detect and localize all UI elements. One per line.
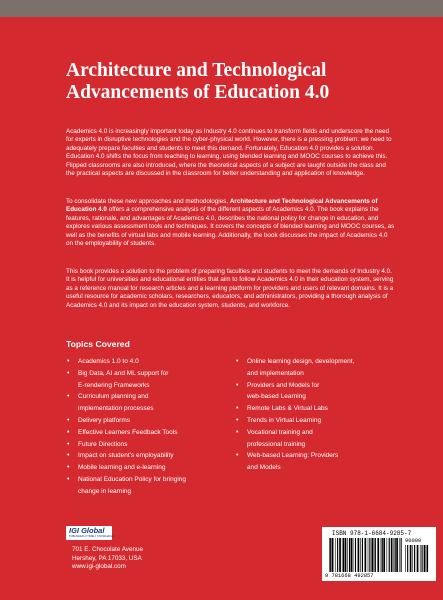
topic-text: web-based Learning [247, 393, 306, 401]
barcode-bar [383, 538, 385, 572]
bullet-icon: • [67, 440, 70, 448]
topic-text: Delivery platforms [78, 416, 131, 424]
barcode-bar [342, 538, 343, 572]
topic-text: Academics 1.0 to 4.0 [78, 358, 139, 365]
barcode-bar [422, 545, 423, 572]
barcode-bar [427, 545, 428, 572]
barcode-bar [351, 538, 353, 572]
isbn-barcode [322, 527, 436, 581]
topic-item [66, 427, 226, 439]
topic-text: National Education Policy for bringing [78, 475, 187, 483]
barcode-bar [347, 538, 348, 572]
paragraph-2-rest: offers a comprehensive analysis of the different aspects of Academics 4.0. The book explains the features, rationale, and advantages of Academics 4.0, describes the national policy for change in education, and explores various assessment tools and techniques. It covers the concepts of blended learning and MOOC courses, as well as the benefits of virtual labs and mobile learning. Additionally, the book discusses the impact of Academics 4.0 on the employability of students. [66, 206, 395, 248]
barcode-bar [329, 538, 330, 572]
logo-wordmark: IGI Global [69, 526, 105, 535]
topic-item [235, 450, 405, 474]
barcode-bar [330, 538, 331, 572]
barcode-bar [426, 545, 427, 572]
bullet-icon: • [236, 428, 239, 436]
bullet-icon: • [236, 416, 239, 424]
barcode-bar [389, 538, 390, 572]
barcode-bar [424, 545, 426, 572]
bullet-icon: • [236, 452, 239, 460]
topic-text: Impact on student's employability [78, 452, 174, 460]
paragraph-2-intro: To consolidate these new approaches and methodologies, [66, 198, 230, 205]
barcode-bar [417, 545, 419, 572]
barcode-bar [410, 545, 412, 572]
barcode-bar [337, 538, 338, 572]
topic-text: Mobile learning and e-learning [78, 464, 166, 472]
barcode-bar [394, 538, 395, 572]
topic-text: change in learning [78, 487, 132, 495]
barcode-bar [381, 538, 382, 572]
barcode-bar [374, 538, 375, 572]
topic-item [66, 415, 226, 427]
topic-text: Remote Labs & Virtual Labs [247, 405, 328, 413]
address-street: 701 E. Chocolate Avenue [72, 546, 143, 553]
price-code: 90000 [405, 538, 422, 544]
topic-text: Vocational training and [247, 428, 313, 436]
bullet-icon: • [236, 405, 239, 413]
barcode-number: 9 781668 492857 [325, 573, 374, 579]
top-band [0, 0, 443, 17]
barcode-bar [396, 538, 398, 572]
barcode-bar [391, 538, 393, 572]
barcode-bar [362, 538, 363, 572]
description-paragraph-3: This book provides a solution to the problem of preparing faculties and students to meet the demands of Industry 4.0. It is helpful for universities and educational entities that aim to follow Academics 4.0 in their education system, serving as a reference manual for research articles and a learning platform for providers and users of relevant domains. It is a useful resource for academic scholars, researchers, educators, and administrators, providing a thorough analysis of Academics 4.0 and its impact on the education system, students, and workforce. [66, 268, 394, 309]
topics-list-right [235, 356, 405, 474]
publisher-address [72, 546, 143, 572]
topics-list-left [66, 356, 226, 498]
bullet-icon: • [67, 416, 70, 424]
barcode-bar [365, 538, 367, 572]
barcode-bar [343, 538, 344, 572]
topic-text: professional training [247, 440, 306, 448]
topic-text: Future Directions [78, 440, 128, 448]
logo-tagline: PUBLISHER of TIMELY KNOWLEDGE [69, 535, 114, 538]
barcode-bar [405, 545, 406, 572]
barcode-bar [395, 538, 396, 572]
barcode-bar [339, 538, 341, 572]
topic-item [66, 368, 226, 392]
isbn-text: ISBN 978-1-6684-9285-7 [332, 530, 412, 537]
bullet-icon: • [67, 428, 70, 436]
address-city: Hershey, PA 17033, USA [72, 554, 142, 562]
topic-text: Trends in Virtual Learning [247, 416, 322, 424]
barcode-bar [382, 538, 383, 572]
barcode-bar [353, 538, 354, 572]
bullet-icon: • [236, 381, 239, 389]
topic-item [66, 391, 226, 415]
topic-item [235, 415, 405, 427]
topic-text: implementation processes [78, 405, 154, 413]
topic-text: Providers and Models for [247, 381, 320, 389]
barcode-bar [414, 545, 415, 572]
topic-item [235, 403, 405, 415]
topic-item [235, 427, 405, 451]
barcode-bar [355, 538, 356, 572]
barcode-bar [345, 538, 347, 572]
bullet-icon: • [67, 475, 70, 483]
topic-text: and implementation [247, 369, 304, 377]
barcode-bar [358, 538, 360, 572]
topic-item [235, 356, 405, 380]
book-title-inline: Architecture and Technological Advancements of Education 4.0 [66, 198, 378, 214]
book-title: Architecture and Technological Advancements of Education 4.0 [66, 60, 330, 103]
barcode-bar [401, 538, 402, 572]
barcode-bar [371, 538, 373, 572]
barcode-bars-icon [329, 538, 403, 572]
topics-heading: Topics Covered [66, 339, 130, 349]
description-paragraph-1: Academics 4.0 is increasingly important today as Industry 4.0 continues to transform fields and underscore the need for experts in disruptive technologies and the cyber-physical world. However, there is a pressing problem: we need to adequately prepare faculties and students to meet this demand. Fortunately, Education 4.0 provides a solution. Education 4.0 shifts the focus from teaching to learning, using blended learning and MOOC courses to achieve this. Flipped classrooms are also introduced, where the theoretical aspects of a subject are taught outside the class and the practical aspects are discussed in the classroom for better understanding and application of knowledge. [66, 128, 392, 178]
bullet-icon: • [67, 369, 70, 377]
barcode-bar [420, 545, 421, 572]
description-paragraph-2 [66, 198, 396, 248]
topic-item [66, 356, 226, 368]
topic-text: Online learning design, development, [247, 358, 355, 365]
barcode-bar [377, 538, 379, 572]
topic-item [66, 462, 226, 474]
barcode-bar [335, 538, 336, 572]
barcode-bar [349, 538, 350, 572]
publisher-logo [66, 526, 112, 540]
bullet-icon: • [67, 452, 70, 460]
barcode-bar [360, 538, 361, 572]
barcode-bar [375, 538, 376, 572]
topic-text: Curriculum planning and [78, 393, 149, 401]
bullet-icon: • [67, 393, 70, 401]
barcode-bar [399, 538, 400, 572]
barcode-bar [368, 538, 369, 572]
barcode-bar [387, 538, 388, 572]
addon-barcode-icon [405, 545, 430, 572]
barcode-bar [332, 538, 334, 572]
topic-text: and Models [247, 464, 281, 472]
topic-item [66, 439, 226, 451]
barcode-bar [369, 538, 370, 572]
publisher-website: www.igi-global.com [72, 563, 126, 571]
topic-text: Big Data, AI and ML support for [78, 369, 169, 377]
topic-item [66, 450, 226, 462]
topic-text: Web-based Learning: Providers [247, 452, 339, 460]
bullet-icon: • [236, 358, 239, 365]
topic-text: Effective Learners Feedback Tools [78, 428, 178, 436]
barcode-bar [412, 545, 413, 572]
topic-item [235, 380, 405, 404]
barcode-bar [407, 545, 408, 572]
topic-text: E-rendering Frameworks [78, 381, 150, 389]
bullet-icon: • [67, 358, 70, 365]
bullet-icon: • [67, 464, 70, 472]
topic-item [66, 474, 226, 498]
